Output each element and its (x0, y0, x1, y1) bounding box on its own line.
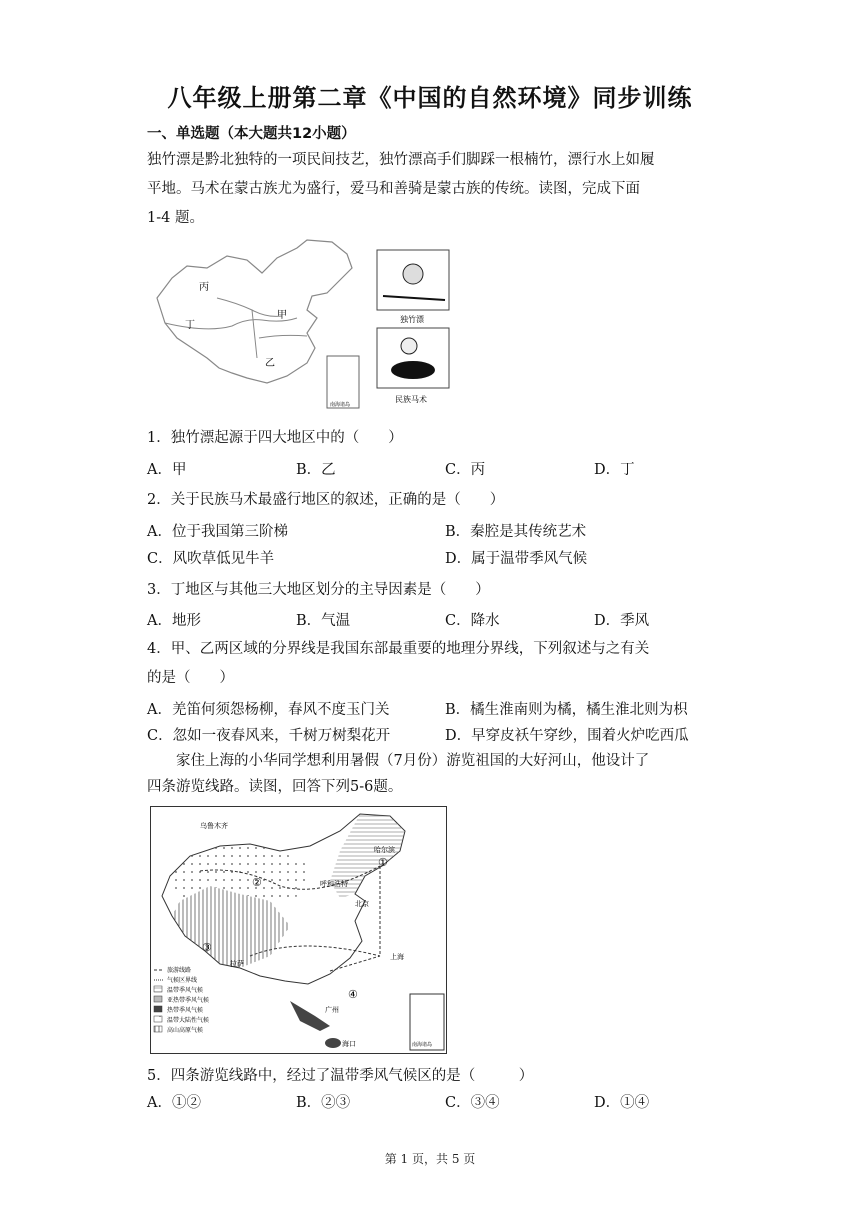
intro-line-2: 平地。马术在蒙古族尤为盛行，爱马和善骑是蒙古族的传统。读图，完成下面 (147, 181, 640, 197)
q2-option-d: D．属于温带季风气候 (445, 551, 588, 567)
city-urumqi: 乌鲁木齐 (200, 822, 228, 830)
route-2-label: ② (252, 876, 262, 889)
route-4-label: ④ (348, 988, 358, 1001)
q3-option-d: D．季风 (594, 613, 650, 629)
city-beijing: 北京 (355, 900, 369, 908)
q5-stem: 5．四条游览线路中，经过了温带季风气候区的是（ ） (147, 1068, 534, 1084)
photo2-label: 民族马术 (395, 395, 427, 404)
intro2-line-2: 四条游览线路。读图，回答下列5-6题。 (147, 779, 403, 795)
legend-item: 亚热带季风气候 (167, 997, 210, 1004)
legend-item: 热带季风气候 (167, 1007, 204, 1014)
city-haikou: 海口 (342, 1040, 356, 1048)
q4-stem-line-1: 4．甲、乙两区域的分界线是我国东部最重要的地理分界线，下列叙述与之有关 (147, 641, 650, 657)
q3-option-c: C．降水 (445, 613, 500, 629)
q5-option-c: C．③④ (445, 1095, 500, 1111)
q5-option-d: D．①④ (594, 1095, 650, 1111)
city-harbin: 哈尔滨 (374, 846, 395, 854)
region-ding: 丁 (185, 320, 195, 331)
intro-line-1: 独竹漂是黔北独特的一项民间技艺，独竹漂高手们脚踩一根楠竹，漂行水上如履 (147, 152, 655, 168)
region-bing: 丙 (199, 282, 209, 293)
legend-item: 温带季风气候 (167, 987, 204, 994)
q5-option-a: A．①② (147, 1095, 201, 1111)
q4-option-c: C．忽如一夜春风来，千树万树梨花开 (147, 728, 391, 744)
route-3-label: ③ (202, 941, 212, 954)
section-heading: 一、单选题（本大题共12小题） (147, 126, 356, 142)
south-sea-inset (327, 356, 359, 408)
page-footer: 第 1 页，共 5 页 (384, 1152, 476, 1166)
page-title: 八年级上册第二章《中国的自然环境》同步训练 (167, 84, 693, 112)
inset-label: 南海诸岛 (330, 402, 351, 408)
legend-item: 高山高原气候 (167, 1027, 204, 1034)
q1-option-a: A．甲 (147, 462, 187, 478)
legend-item: 气候区界线 (167, 977, 198, 984)
intro-line-3: 1-4 题。 (147, 210, 204, 226)
q4-option-b: B．橘生淮南则为橘，橘生淮北则为枳 (445, 702, 688, 718)
q1-option-c: C．丙 (445, 462, 486, 478)
q3-stem: 3．丁地区与其他三大地区划分的主导因素是（ ） (147, 582, 490, 598)
q1-option-d: D．丁 (594, 462, 635, 478)
legend-item: 温带大陆性气候 (167, 1017, 210, 1024)
inset-label: 南海诸岛 (412, 1042, 433, 1048)
city-guangzhou: 广州 (325, 1006, 339, 1014)
q4-stem-line-2: 的是（ ） (147, 670, 234, 686)
q3-option-a: A．地形 (147, 613, 201, 629)
q2-option-b: B．秦腔是其传统艺术 (445, 524, 587, 540)
q1-option-b: B．乙 (296, 462, 336, 478)
q2-option-a: A．位于我国第三阶梯 (147, 524, 288, 540)
photo1-label: 独竹漂 (400, 315, 424, 324)
q4-option-a: A．羌笛何须怨杨柳，春风不度玉门关 (147, 702, 390, 718)
china-regions-map (147, 238, 457, 410)
q2-stem: 2．关于民族马术最盛行地区的叙述，正确的是（ ） (147, 492, 505, 508)
route-1-label: ① (378, 856, 388, 869)
legend-item: 旅游线路 (167, 967, 192, 974)
china-climate-routes-map (150, 806, 447, 1054)
q3-option-b: B．气温 (296, 613, 351, 629)
q2-option-c: C．风吹草低见牛羊 (147, 551, 275, 567)
q4-option-d: D．早穿皮袄午穿纱，围着火炉吃西瓜 (445, 728, 689, 744)
intro2-line-1: 家住上海的小华同学想利用暑假（7月份）游览祖国的大好河山，他设计了 (176, 753, 650, 769)
city-lhasa: 拉萨 (230, 960, 244, 968)
city-hohhot: 呼和浩特 (320, 880, 348, 888)
region-jia: 甲 (277, 310, 287, 321)
city-shanghai: 上海 (390, 953, 404, 961)
q5-option-b: B．②③ (296, 1095, 351, 1111)
region-yi: 乙 (265, 358, 275, 369)
q1-stem: 1．独竹漂起源于四大地区中的（ ） (147, 430, 403, 446)
